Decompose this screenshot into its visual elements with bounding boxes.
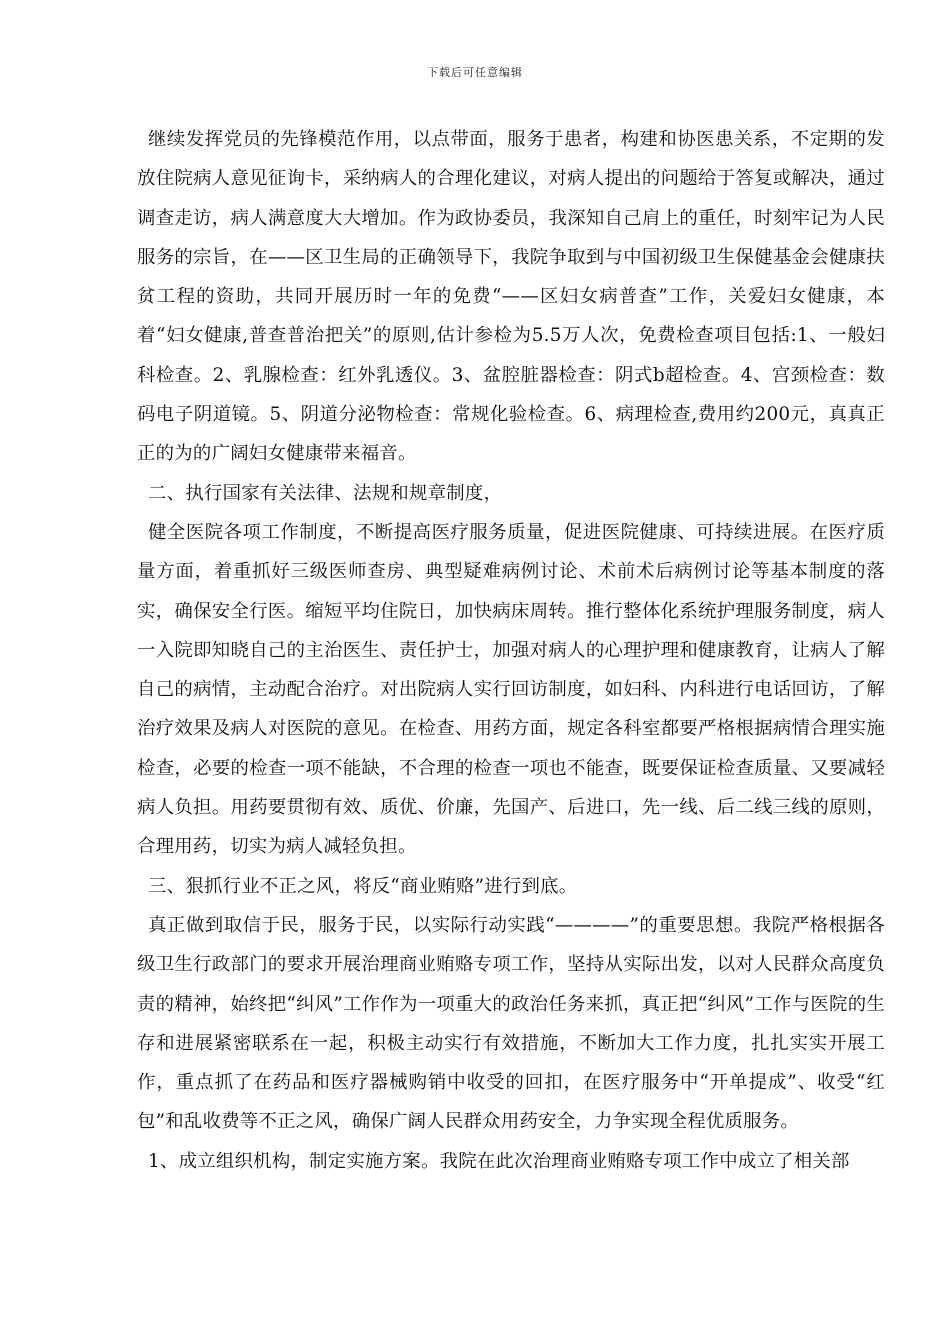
paragraph-organization: 1、成立组织机构，制定实施方案。我院在此次治理商业贿赂专项工作中成立了相关部 [148,1150,850,1172]
header-note: 下载后可任意编辑 [427,66,523,79]
document-body [137,120,885,1181]
paragraph-party-members: 继续发挥党员的先锋模范作用，以点带面，服务于患者，构建和协医患关系，不定期的发放住院病人意见征询卡，采纳病人的合理化建议，对病人提出的问题给于答复或解决，通过调查走访，病人满意度大大增加。作为政协委员，我深知自己肩上的重任，时刻牢记为人民服务的宗旨，在——区卫生局的正确领导下，我院争取到与中国初级卫生保健基金会健康扶贫工程的资助，共同开展历时一年的免费“——区妇女病普查”工作，关爱妇女健康，本着“妇女健康,普查普治把关”的原则,估计参检为5.5万人次，免费检查项目包括:1、一般妇科检查。2、乳腺检查：红外乳透仪。3、盆腔脏器检查：阴式b超检查。4、宫颈检查：数码电子阴道镜。5、阴道分泌物检查：常规化验检查。6、病理检查,费用约200元，真真正正的为的广阔妇女健康带来福音。 [137,129,885,465]
paragraph-hospital-system: 健全医院各项工作制度，不断提高医疗服务质量，促进医院健康、可持续进展。在医疗质量方面，着重抓好三级医师查房、典型疑难病例讨论、术前术后病例讨论等基本制度的落实，确保安全行医。缩短平均住院日，加快病床周转。推行整体化系统护理服务制度，病人一入院即知晓自己的主治医生、责任护士，加强对病人的心理护理和健康教育，让病人了解自己的病情，主动配合治疗。对出院病人实行回访制度，如妇科、内科进行电话回访，了解治疗效果及病人对医院的意见。在检查、用药方面，规定各科室都要严格根据病情合理实施检查，必要的检查一项不能缺，不合理的检查一项也不能查，既要保证检查质量、又要减轻病人负担。用药要贯彻有效、质优、价廉，先国产、后进口，先一线、后二线三线的原则，合理用药，切实为病人减轻负担。 [137,521,885,858]
paragraph-anti-bribery: 真正做到取信于民，服务于民，以实际行动实践“————”的重要思想。我院严格根据各级卫生行政部门的要求开展治理商业贿赂专项工作，坚持从实际出发，以对人民群众高度负责的精神，始终把“纠风”工作作为一项重大的政治任务来抓，真正把“纠风”工作与医院的生存和进展紧密联系在一起，积极主动实行有效措施，不断加大工作力度，扎扎实实开展工作，重点抓了在药品和医疗器械购销中收受的回扣，在医疗服务中“开单提成”、收受“红包”和乱收费等不正之风，确保广阔人民群众用药安全，力争实现全程优质服务。 [137,914,885,1133]
section-heading-laws: 二、执行国家有关法律、法规和规章制度， [148,482,503,504]
section-heading-anti-bribery: 三、狠抓行业不正之风，将反“商业贿赂”进行到底。 [148,875,578,897]
